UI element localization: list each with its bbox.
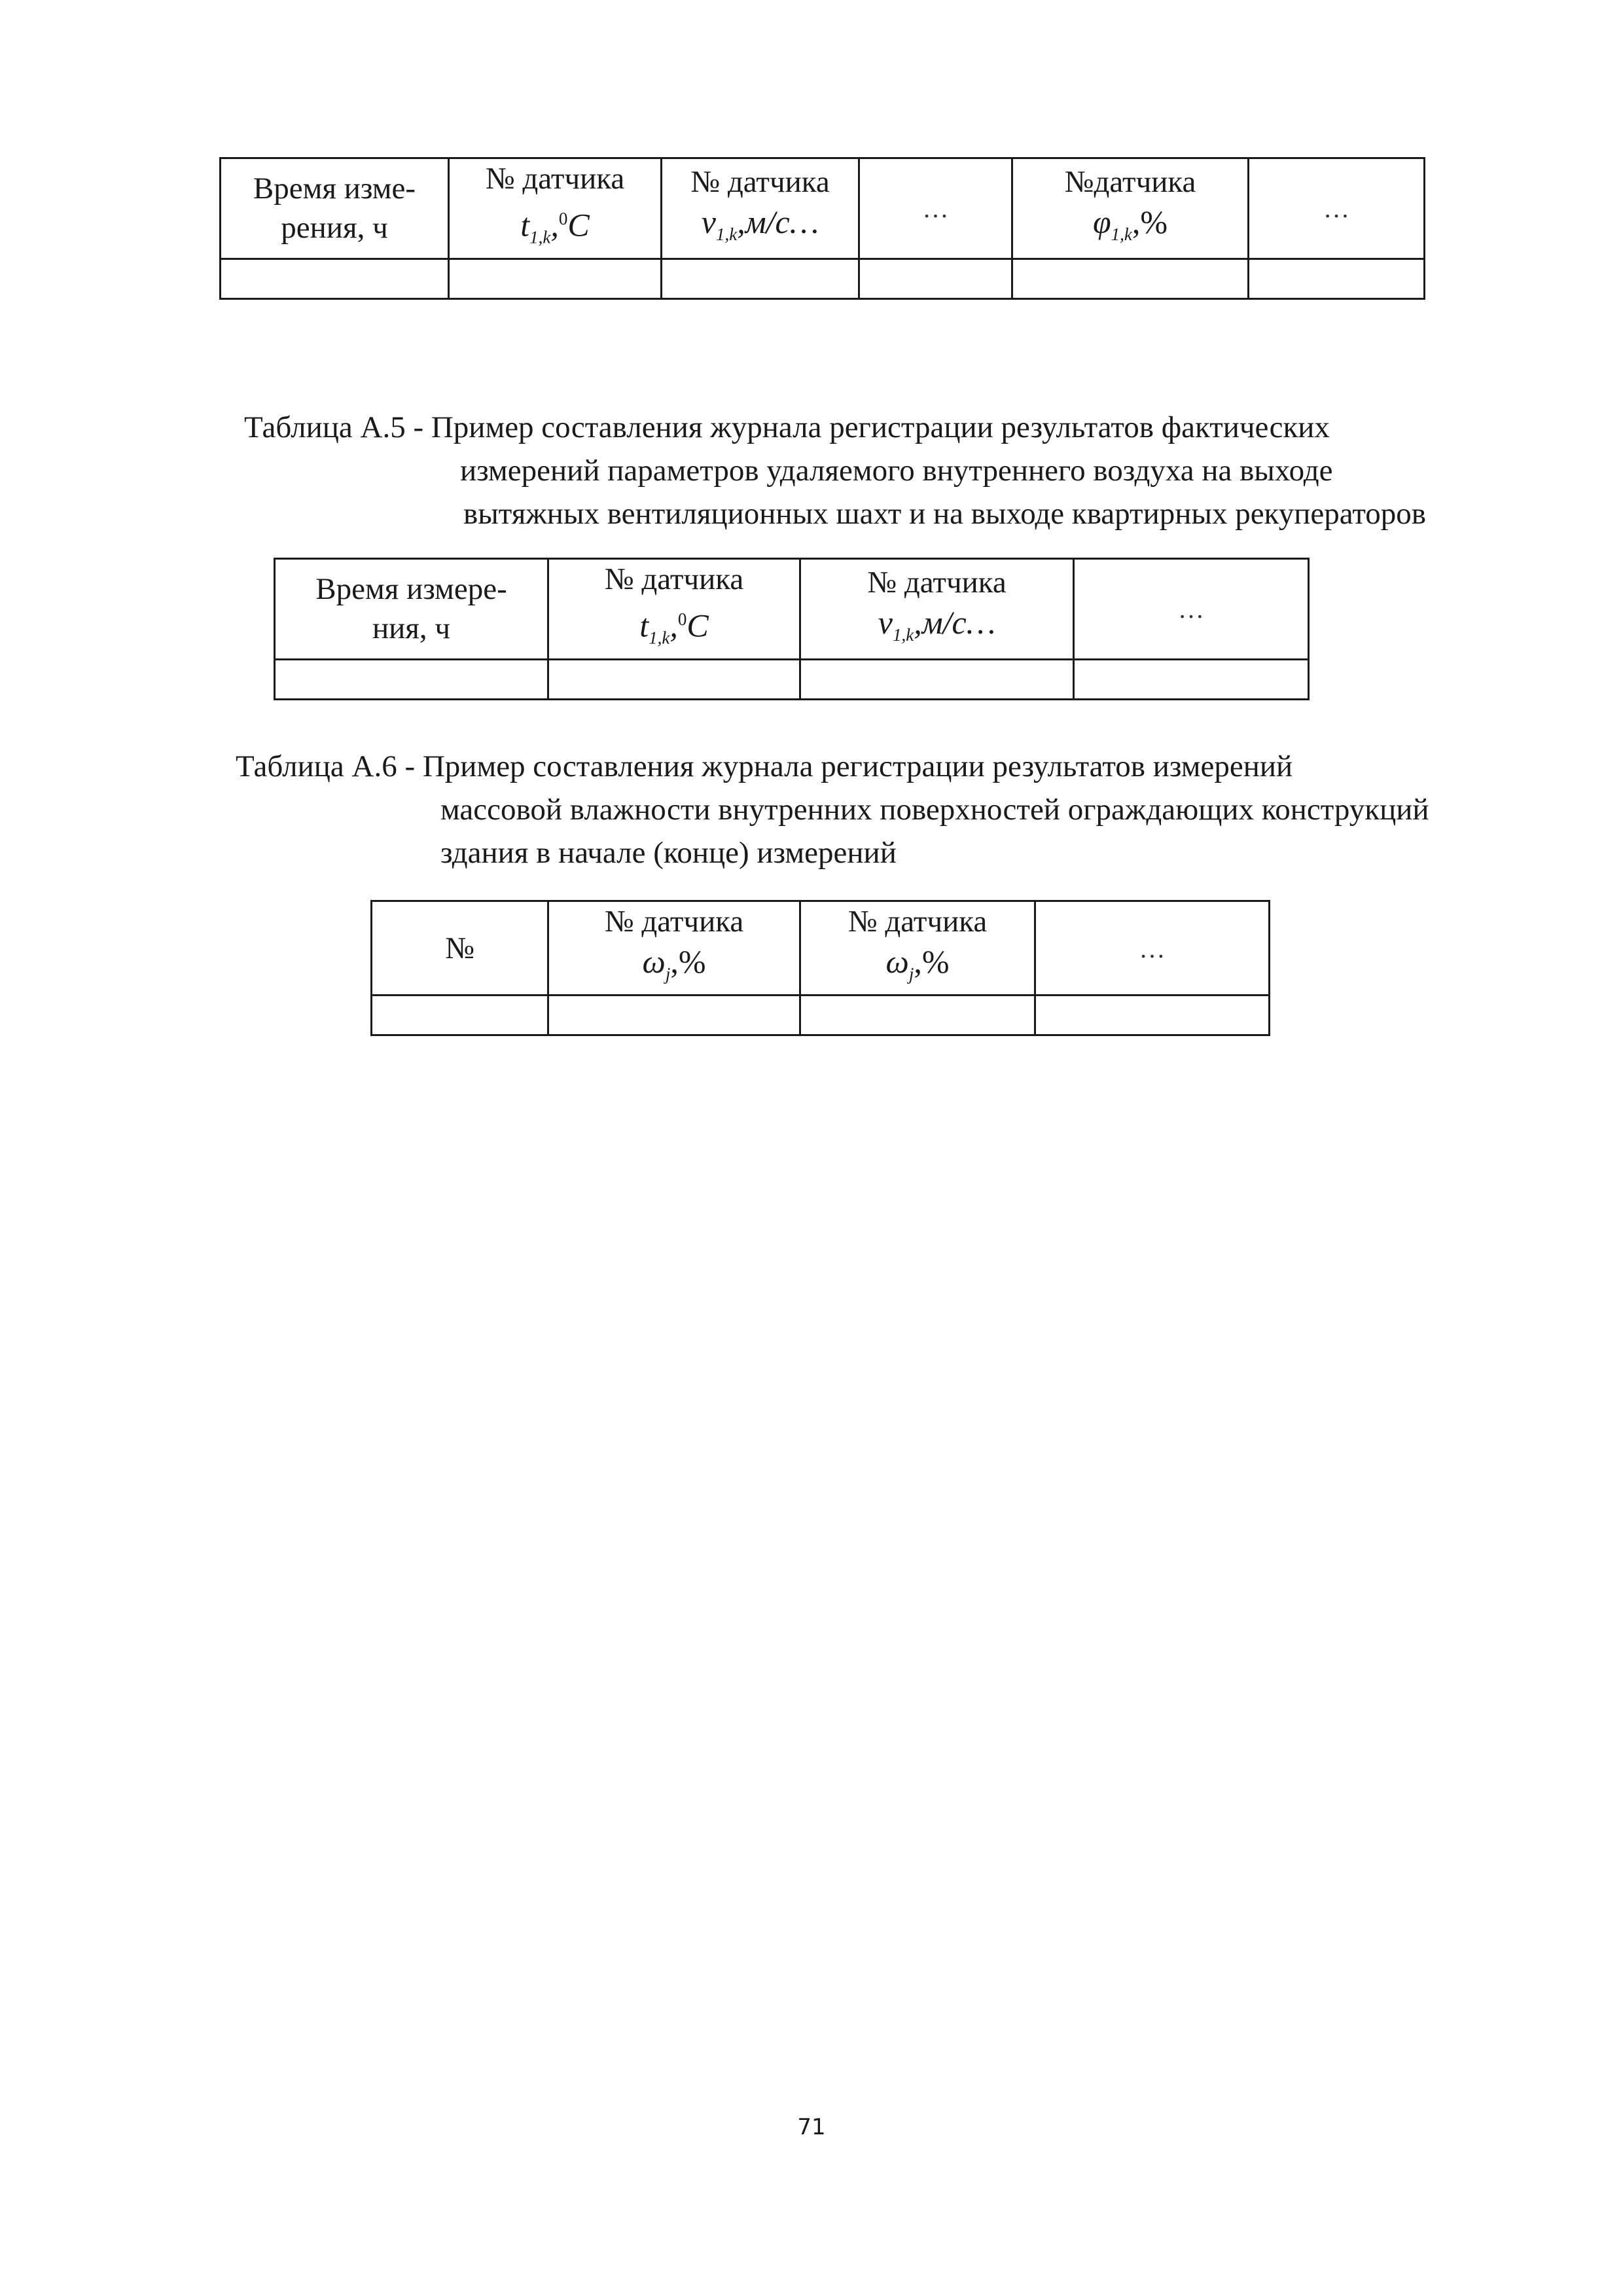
velocity-variable: $v_{1,k},м/с\dots$	[701, 203, 819, 244]
caption-a5-line3: вытяжных вентиляционных шахт и на выходе квартирных рекуператоров	[463, 497, 1426, 531]
sensor-label: № датчика	[847, 905, 988, 939]
empty-cell	[221, 259, 449, 298]
page-number: 71	[797, 2114, 826, 2140]
table-a4-empty-row	[221, 259, 1425, 298]
table-a6-empty-row	[372, 996, 1270, 1035]
sensor-v-header-cell	[662, 158, 859, 259]
table-a5-header-row	[275, 559, 1309, 660]
empty-cell	[1035, 996, 1270, 1035]
temperature-variable: $t_{1,k},^0C$	[520, 206, 590, 247]
empty-cell	[548, 659, 800, 699]
time-header-line2: рения, ч	[281, 211, 388, 245]
caption-a5-line2: измерений параметров удаляемого внутреннего воздуха на выходе	[460, 454, 1333, 488]
empty-cell	[1074, 659, 1309, 699]
sensor-w-header-cell	[800, 901, 1035, 996]
moisture-variable: $\omega_j,\%$	[885, 943, 950, 984]
caption-a6	[236, 745, 1429, 874]
table-a6-header-row	[372, 901, 1270, 996]
time-header-line1: Время изме-	[253, 171, 416, 206]
empty-cell	[1249, 259, 1425, 298]
empty-cell	[1012, 259, 1249, 298]
empty-cell	[372, 996, 548, 1035]
sensor-t-header-cell	[449, 158, 662, 259]
sensor-label: №датчика	[1064, 164, 1196, 199]
caption-a6-line1: Таблица А.6 - Пример составления журнала регистрации результатов измерений	[236, 749, 1293, 783]
ellipsis-cell	[859, 158, 1012, 259]
empty-cell	[449, 259, 662, 298]
ellipsis: …	[922, 194, 949, 224]
empty-cell	[662, 259, 859, 298]
number-sign: №	[445, 931, 474, 965]
sensor-phi-header-cell	[1012, 158, 1249, 259]
sensor-t-header-cell	[548, 559, 800, 660]
sensor-v-header-cell	[800, 559, 1074, 660]
humidity-variable: $\varphi_{1,k},\%$	[1092, 203, 1168, 244]
ellipsis-cell	[1035, 901, 1270, 996]
number-header-cell	[372, 901, 548, 996]
caption-a6-line3: здания в начале (конце) измерений	[440, 836, 897, 870]
ellipsis: …	[1323, 194, 1349, 224]
temperature-variable: $t_{1,k},^0C$	[639, 607, 709, 648]
empty-cell	[800, 659, 1074, 699]
table-a5-empty-row	[275, 659, 1309, 699]
table-a4	[219, 157, 1425, 300]
sensor-label: № датчика	[604, 562, 744, 596]
time-header-cell	[221, 158, 449, 259]
time-header-line2: ния, ч	[372, 611, 451, 646]
empty-cell	[275, 659, 548, 699]
empty-cell	[859, 259, 1012, 298]
table-a4-header-row	[221, 158, 1425, 259]
caption-a5-line1: Таблица А.5 - Пример составления журнала регистрации результатов фактических	[244, 410, 1330, 444]
sensor-label: № датчика	[867, 565, 1007, 600]
ellipsis: …	[1139, 933, 1166, 963]
sensor-label: № датчика	[485, 162, 625, 196]
sensor-w-header-cell	[548, 901, 800, 996]
time-header-cell	[275, 559, 548, 660]
sensor-label: № датчика	[690, 164, 830, 199]
time-header-line1: Время измере-	[315, 572, 507, 607]
caption-a5	[244, 406, 1426, 535]
ellipsis-cell	[1249, 158, 1425, 259]
ellipsis: …	[1178, 594, 1204, 624]
caption-a6-line2: массовой влажности внутренних поверхностей ограждающих конструкций	[440, 793, 1429, 827]
sensor-label: № датчика	[604, 905, 744, 939]
table-a5	[274, 558, 1310, 700]
ellipsis-cell	[1074, 559, 1309, 660]
velocity-variable: $v_{1,k},м/с\dots$	[878, 603, 996, 645]
empty-cell	[800, 996, 1035, 1035]
table-a6	[370, 900, 1270, 1036]
moisture-variable: $\omega_j,\%$	[642, 943, 706, 984]
empty-cell	[548, 996, 800, 1035]
